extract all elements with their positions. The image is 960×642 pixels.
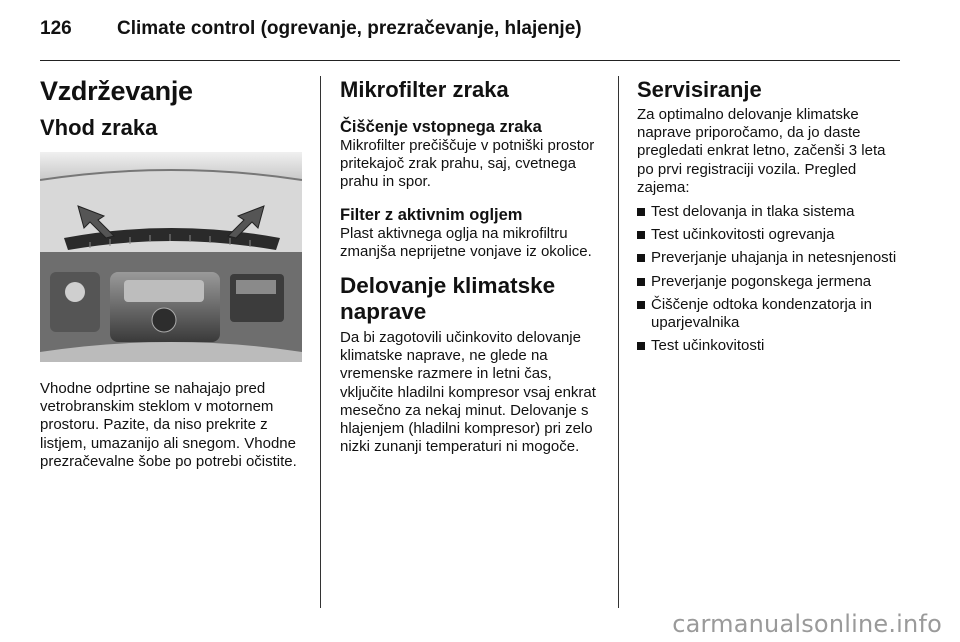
list-item-text: Čiščenje odtoka kondenzatorja in uparjevalnika: [651, 295, 872, 332]
carbon-filter-text: Plast aktivnega oglja na mikrofiltru zmanjša neprijetne vonjave iz okolice.: [340, 224, 592, 260]
column-divider: [618, 76, 619, 608]
list-item: [637, 337, 902, 355]
list-item-text: Test učinkovitosti: [651, 337, 765, 355]
list-item: [637, 203, 902, 221]
air-intake-caption: Vhodne odprtine se nahajajo pred vetrobranskim steklom v motornem prostoru. Pazite, da niso prekrite z listjem, umazanijo ali snegom. Vhodne prezračevalne šobe po potrebi očistite.: [40, 380, 297, 470]
list-item: [637, 296, 902, 332]
bullet-icon: [637, 278, 645, 286]
ac-operation-text: Da bi zagotovili učinkovito delovanje klimatske naprave, ne glede na vremenske razmere in letni čas, vključite hladilni kompresor vsaj enkrat mesečno za nekaj minut. Delovanje s hlajenjem (hladilni kompresor) pri zelo nizki zunanji temperaturi ni mogoče.: [340, 329, 596, 456]
bullet-icon: [637, 231, 645, 239]
subheading-air-intake: Vhod zraka: [40, 115, 158, 140]
servicing-intro: Za optimalno delovanje klimatske naprave priporočamo, da jo daste pregledati enkrat letno, začenši 3 leta po prvi registraciji vozila. Pregled zajema:: [637, 106, 886, 196]
bullet-icon: [637, 208, 645, 216]
list-item-text: Test delovanja in tlaka sistema: [651, 203, 855, 221]
list-item-text: Preverjanje pogonskega jermena: [651, 272, 872, 290]
section-heading-servicing: Servisiranje: [637, 77, 762, 102]
list-item: [637, 273, 902, 291]
bullet-icon: [637, 254, 645, 262]
header-rule: [40, 60, 900, 61]
column-servicing: [637, 70, 902, 360]
list-item-text: Preverjanje uhajanja in netesnjenosti: [651, 249, 897, 267]
section-heading-maintenance: Vzdrževanje: [40, 76, 193, 106]
engine-bay-illustration: [40, 152, 302, 362]
watermark: carmanualsonline.info: [672, 610, 942, 638]
list-item: [637, 226, 902, 244]
page-header: [40, 18, 910, 46]
section-heading-microfilter: Mikrofilter zraka: [340, 77, 509, 102]
column-microfilter: [340, 70, 605, 456]
column-maintenance: [40, 70, 310, 471]
bullet-icon: [637, 342, 645, 350]
page-number: 126: [40, 18, 72, 39]
page-title: Climate control (ogrevanje, prezračevanje, hlajenje): [117, 18, 582, 39]
cleaning-text: Mikrofilter prečiščuje v potniški prostor pritekajoč zrak prahu, saj, cvetnega prahu in spor.: [340, 137, 595, 191]
subheading-cleaning: Čiščenje vstopnega zraka: [340, 118, 542, 136]
inspection-list: [637, 203, 902, 355]
section-heading-ac-operation: Delovanje klimatske naprave: [340, 273, 556, 325]
list-item: [637, 249, 902, 267]
bullet-icon: [637, 301, 645, 309]
engine-bay-photo: [40, 152, 302, 362]
subheading-carbon-filter: Filter z aktivnim ogljem: [340, 205, 523, 224]
column-divider: [320, 76, 321, 608]
list-item-text: Test učinkovitosti ogrevanja: [651, 226, 835, 244]
